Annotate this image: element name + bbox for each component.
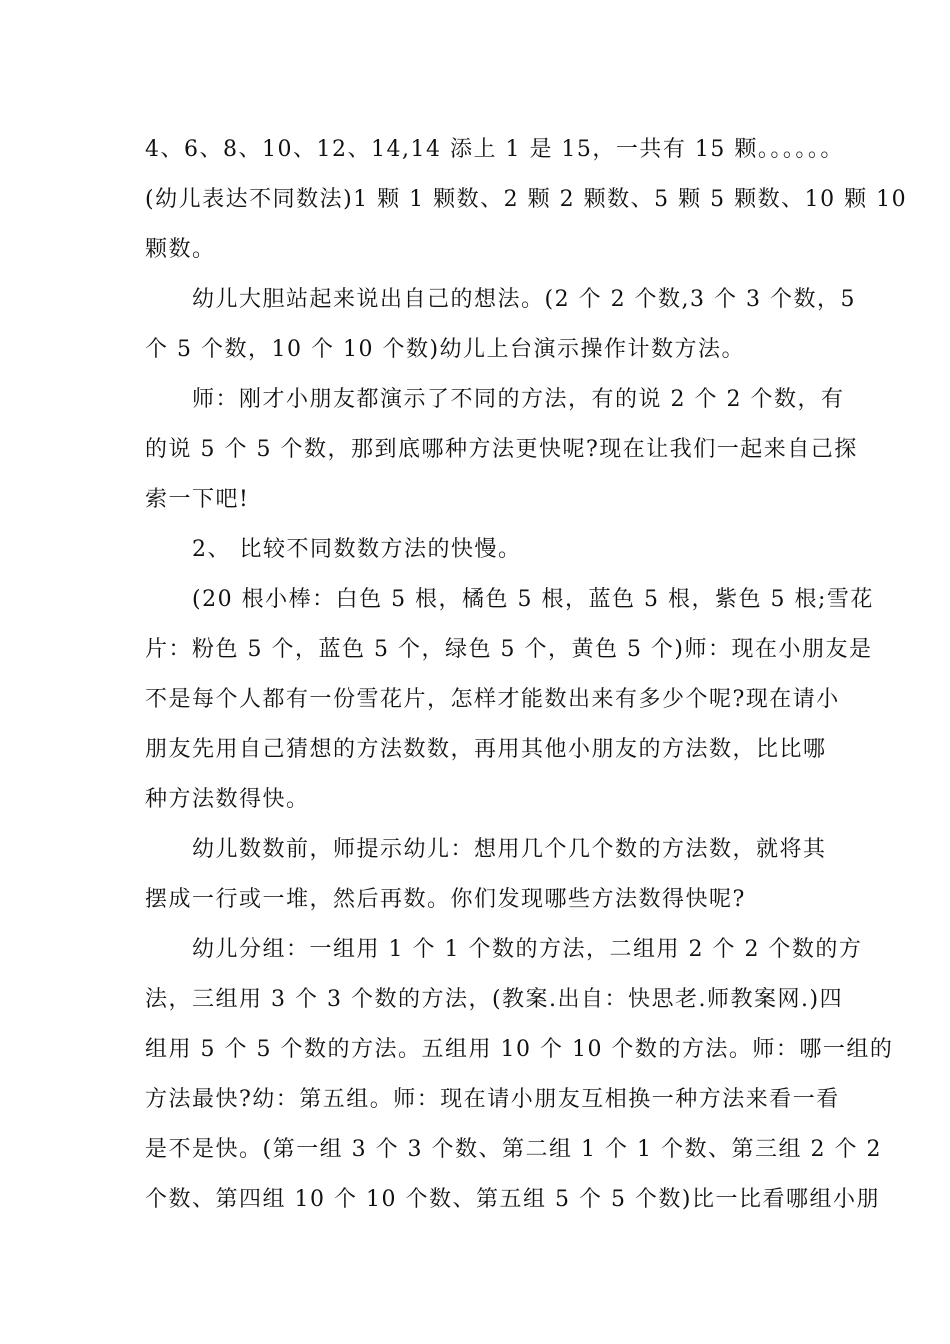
section-heading: 2、 比较不同数数方法的快慢。 [192,537,522,562]
text-line-19: 组用 5 个 5 个数的方法。五组用 10 个 10 个数的方法。师：哪一组的 [145,1037,894,1062]
text-line-5: 个 5 个数，10 个 10 个数)幼儿上台演示操作计数方法。 [145,337,746,362]
text-line-17: 幼儿分组：一组用 1 个 1 个数的方法，二组用 2 个 2 个数的方 [192,937,863,962]
text-line-10: (20 根小棒：白色 5 根，橘色 5 根，蓝色 5 根，紫色 5 根;雪花 [192,587,874,612]
text-line-13: 朋友先用自己猜想的方法数数，再用其他小朋友的方法数，比比哪 [145,737,827,762]
text-line-11: 片：粉色 5 个，蓝色 5 个，绿色 5 个，黄色 5 个)师：现在小朋友是 [145,637,873,662]
text-line-4: 幼儿大胆站起来说出自己的想法。(2 个 2 个数,3 个 3 个数，5 [192,287,857,312]
text-line-1: 4、6、8、10、12、14,14 添上 1 是 15，一共有 15 颗。。。。。。 [145,137,844,162]
text-line-21: 是不是快。(第一组 3 个 3 个数、第二组 1 个 1 个数、第三组 2 个 2 [145,1137,882,1162]
text-line-7: 的说 5 个 5 个数，那到底哪种方法更快呢?现在让我们一起来自己探 [145,437,858,462]
text-line-14: 种方法数得快。 [145,787,310,812]
text-line-8: 索一下吧! [145,487,250,512]
text-line-15: 幼儿数数前，师提示幼儿：想用几个几个数的方法数，就将其 [192,837,827,862]
text-line-18: 法，三组用 3 个 3 个数的方法，(教案.出自：快思老.师教案网.)四 [145,987,844,1012]
text-line-2: (幼儿表达不同数法)1 颗 1 颗数、2 颗 2 颗数、5 颗 5 颗数、10 颗 10 [145,187,908,212]
text-line-16: 摆成一行或一堆，然后再数。你们发现哪些方法数得快呢? [145,887,746,912]
text-line-3: 颗数。 [145,237,216,262]
text-line-20: 方法最快?幼：第五组。师：现在请小朋友互相换一种方法来看一看 [145,1087,840,1112]
text-line-22: 个数、第四组 10 个 10 个数、第五组 5 个 5 个数)比一比看哪组小朋 [145,1187,881,1212]
text-line-12: 不是每个人都有一份雪花片，怎样才能数出来有多少个呢?现在请小 [145,687,840,712]
text-line-6: 师：刚才小朋友都演示了不同的方法，有的说 2 个 2 个数，有 [192,387,845,412]
